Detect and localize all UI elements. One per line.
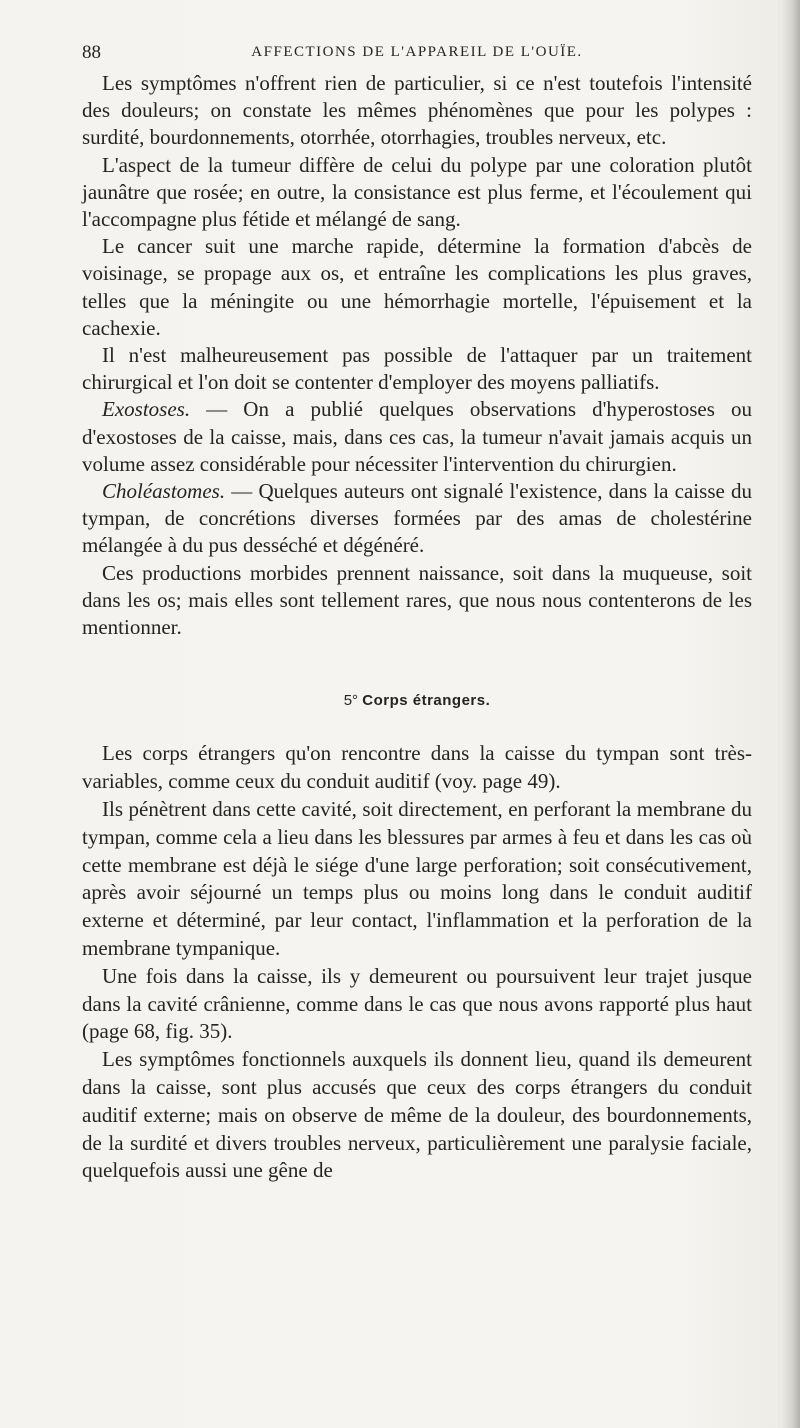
paragraph-exostoses: Exostoses. — On a publié quelques observations d'hyperostoses ou d'exostoses de la caisse, mais, dans ces cas, la tumeur n'avait jamais acquis un volume assez considérable pour nécessiter l'intervention du chirurgien.	[82, 397, 752, 476]
paragraph-lead: Choléastomes.	[102, 479, 226, 504]
section-heading	[82, 687, 752, 714]
section-title: Corps étrangers.	[362, 692, 491, 710]
paragraphs-bottom	[82, 740, 752, 1185]
paragraph: Une fois dans la caisse, ils y demeurent ou poursuivent leur trajet jusque dans la cavité crânienne, comme dans le cas que nous avons rapporté plus haut (page 68, fig. 35).	[82, 963, 752, 1044]
paragraph: L'aspect de la tumeur diffère de celui du polype par une coloration plutôt jaunâtre que rosée; en outre, la consistance est plus ferme, et l'écoulement qui l'accompagne plus fétide et mélangé de sang.	[82, 152, 752, 232]
paragraph: Les corps étrangers qu'on rencontre dans la caisse du tympan sont très-variables, comme ceux du conduit auditif (voy. page 49).	[82, 741, 752, 794]
page-edge-shadow	[782, 0, 800, 1428]
page-body	[82, 70, 752, 1185]
page-number: 88	[82, 42, 101, 63]
paragraph-choleastomes: Choléastomes. — Quelques auteurs ont signalé l'existence, dans la caisse du tympan, de concrétions diverses formées par des amas de cholestérine mélangée à du pus desséché et dégénéré.	[82, 479, 752, 558]
paragraph-lead: Exostoses.	[102, 397, 191, 422]
paragraph: Les symptômes n'offrent rien de particulier, si ce n'est toutefois l'intensité des douleurs; on constate les mêmes phénomènes que pour les polypes : surdité, bourdonnements, otorrhée, otorrhagies, troubles nerveux, etc.	[82, 71, 752, 150]
paragraph: Le cancer suit une marche rapide, détermine la formation d'abcès de voisinage, se propage aux os, et entraîne les complications les plus graves, telles que la méningite ou une hémorrhagie mortelle, l'épuisement et la cachexie.	[82, 234, 752, 340]
paragraph: Les symptômes fonctionnels auxquels ils donnent lieu, quand ils demeurent dans la caisse, sont plus accusés que ceux des corps étrangers du conduit auditif externe; mais on observe de même de la douleur, des bourdonnements, de la surdité et divers troubles nerveux, particulièrement une paralysie faciale, quelquefois aussi une gêne de	[82, 1047, 752, 1183]
paragraphs-top	[82, 70, 752, 641]
paragraph: Il n'est malheureusement pas possible de l'attaquer par un traitement chirurgical et l'on doit se contenter d'employer des moyens palliatifs.	[82, 343, 752, 395]
section-number: 5°	[343, 692, 359, 710]
running-head: AFFECTIONS DE L'APPAREIL DE L'OUÏE.	[251, 44, 583, 60]
page-header	[82, 42, 752, 66]
paragraph: Ils pénètrent dans cette cavité, soit directement, en perforant la membrane du tympan, comme cela a lieu dans les blessures par armes à feu et dans les cas où cette membrane est déjà le siége d'une large perforation; soit consécutivement, après avoir séjourné un temps plus ou moins long dans le conduit auditif externe et déterminé, par leur contact, l'inflammation et la perforation de la membrane tympanique.	[82, 797, 752, 961]
paragraph: Ces productions morbides prennent naissance, soit dans la muqueuse, soit dans les os; mais elles sont tellement rares, que nous nous contenterons de les mentionner.	[82, 560, 752, 640]
